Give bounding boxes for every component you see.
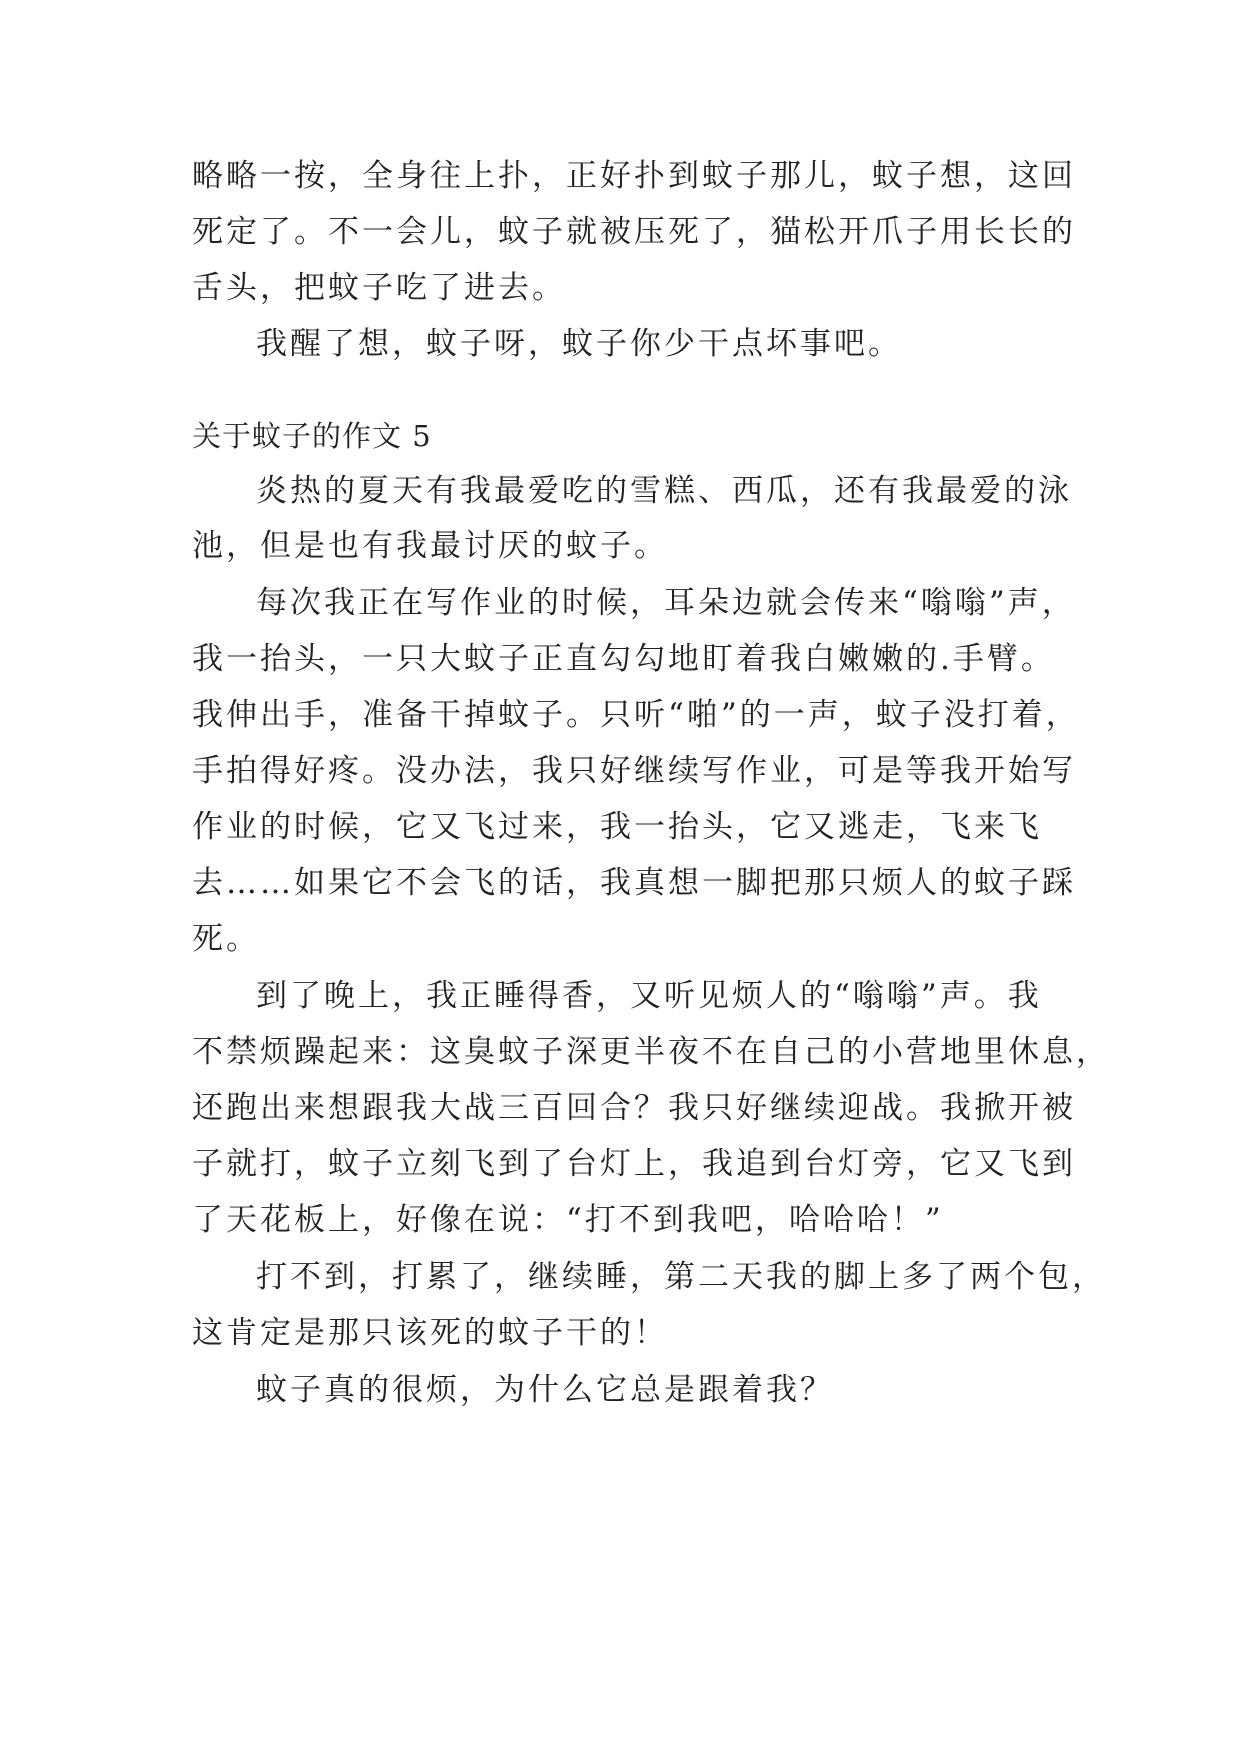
- text-line: 作业的时候，它又飞过来，我一抬头，它又逃走，飞来飞: [192, 809, 1042, 845]
- essay-heading: 关于蚊子的作文 5: [192, 419, 432, 453]
- text-line: 我一抬头，一只大蚊子正直勾勾地盯着我白嫩嫩的.手臂。: [192, 641, 1055, 677]
- text-line: 炎热的夏天有我最爱吃的雪糕、西瓜，还有我最爱的泳: [256, 473, 1072, 509]
- text-line: 不禁烦躁起来：这臭蚊子深更半夜不在自己的小营地里休息，: [192, 1034, 1110, 1070]
- text-line: 死定了。不一会儿，蚊子就被压死了，猫松开爪子用长长的: [192, 214, 1076, 250]
- text-line: 蚊子真的很烦，为什么它总是跟着我？: [256, 1372, 834, 1408]
- text-line: 打不到，打累了，继续睡，第二天我的脚上多了两个包，: [256, 1259, 1106, 1295]
- text-line: 舌头，把蚊子吃了进去。: [192, 270, 566, 306]
- text-line: 了天花板上，好像在说：“打不到我吧，哈哈哈！”: [192, 1202, 944, 1238]
- text-line: 手拍得好疼。没办法，我只好继续写作业，可是等我开始写: [192, 753, 1076, 789]
- text-line: 死。: [192, 921, 260, 957]
- text-line: 子就打，蚊子立刻飞到了台灯上，我追到台灯旁，它又飞到: [192, 1146, 1076, 1182]
- text-line: 我伸出手，准备干掉蚊子。只听“啪”的一声，蚊子没打着，: [192, 697, 1080, 733]
- text-line: 去……如果它不会飞的话，我真想一脚把那只烦人的蚊子踩: [192, 865, 1076, 901]
- text-line: 我醒了想，蚊子呀，蚊子你少干点坏事吧。: [256, 326, 902, 362]
- text-line: 池，但是也有我最讨厌的蚊子。: [192, 528, 668, 564]
- text-line: 这肯定是那只该死的蚊子干的！: [192, 1315, 668, 1351]
- text-line: 到了晚上，我正睡得香，又听见烦人的“嗡嗡”声。我: [256, 978, 1042, 1014]
- text-line: 略略一按，全身往上扑，正好扑到蚊子那儿，蚊子想，这回: [192, 158, 1076, 194]
- text-line: 每次我正在写作业的时候，耳朵边就会传来“嗡嗡”声，: [256, 585, 1076, 621]
- text-line: 还跑出来想跟我大战三百回合？我只好继续迎战。我掀开被: [192, 1090, 1076, 1126]
